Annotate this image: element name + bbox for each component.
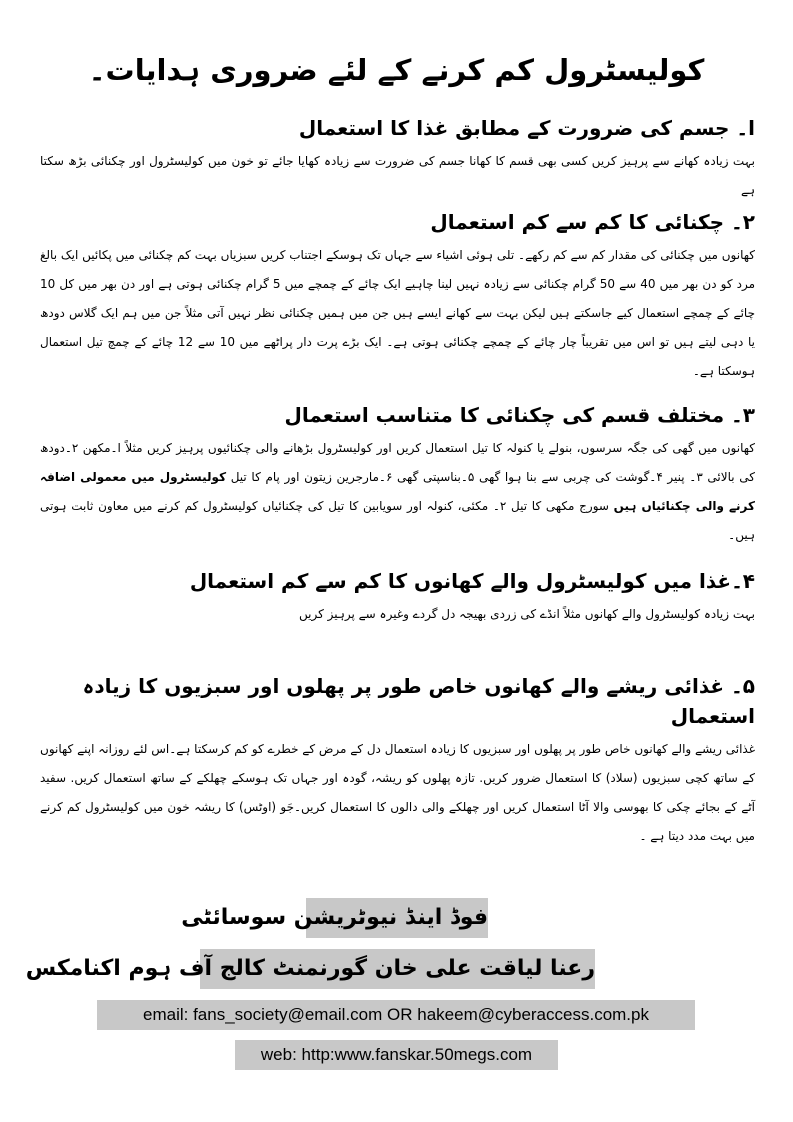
section-3-heading: ۳۔ مختلف قسم کی چکنائی کا متناسب استعمال — [284, 403, 755, 427]
section-3-body-part2: سورج مکھی کا تیل ۲۔ مکئی، کنولہ اور سویابین کا تیل کی چکنائیاں کولیسٹرول کم کرنے میں معاون ثابت ہوتی ہیں۔ — [40, 499, 755, 542]
section-4-body: بہت زیادہ کولیسٹرول والے کھانوں مثلاً انڈے کی زردی بھیجہ دل گردے وغیرہ سے پرہیز کریں — [298, 607, 755, 621]
page-title: کولیسٹرول کم کرنے کے لئے ضروری ہدایات۔ — [88, 53, 705, 87]
society-name-box: فوڈ اینڈ نیوٹریشن سوسائٹی — [306, 898, 488, 938]
section-4-heading: ۴۔غذا میں کولیسٹرول والے کھانوں کا کم سے کم استعمال — [189, 569, 755, 593]
section-4 — [40, 566, 755, 629]
section-5-heading: ۵۔ غذائی ریشے والے کھانوں خاص طور پر پھلوں اور سبزیوں کا زیادہ استعمال — [82, 674, 755, 728]
section-1-heading: ا۔ جسم کی ضرورت کے مطابق غذا کا استعمال — [298, 116, 755, 140]
section-3 — [40, 400, 755, 550]
college-name-box: رعنا لیاقت علی خان گورنمنٹ کالج آف ہوم اکنامکس — [200, 949, 595, 989]
section-5 — [40, 671, 755, 851]
section-2-body: کھانوں میں چکنائی کی مقدار کم سے کم رکھے۔ تلی ہوئی اشیاء سے جہاں تک ہوسکے اجتناب کریں سبزیاں بہت کم چکنائی میں پکائیں ایک بالغ مرد کو دن بھر میں 40 سے 50 گرام چکنائی سے زیادہ نہیں لینا چاہیے ایک چائے کے چمچے میں 5 گرام چکنائی ہوتی ہے اور دن بھر میں کل 10 چائے کے چمچے استعمال کیے جاسکتے ہیں لیکن بہت سے کھانے ایسے ہیں جن میں ہمیں چکنائی نظر نہیں آتی مثلاً جن میں ہم ایک گلاس دودھ یا دہی لیتے ہیں تو اس میں تقریباً چار چائے کے چمچے چکنائی ہوتی ہے۔ ایک بڑے پرت دار پراٹھے میں 10 سے 12 چائے کے چمچ تیل استعمال ہوسکتا ہے۔ — [40, 248, 755, 378]
section-1-body: بہت زیادہ کھانے سے پرہیز کریں کسی بھی قسم کا کھانا جسم کی ضرورت سے زیادہ کھایا جائے تو خون میں کولیسٹرول اور چکنائی بڑھ سکتا ہے — [40, 154, 755, 197]
section-2-heading: ۲۔ چکنائی کا کم سے کم استعمال — [430, 210, 755, 234]
section-3-body-part1: کھانوں میں گھی کی جگہ سرسوں، بنولے یا کنولہ کا تیل استعمال کریں اور کولیسٹرول بڑھانے والی چکنائیوں پرہیز کریں مثلاً ا۔مکھن ۲۔دودھ کی بالائی ۳۔ پنیر ۴۔گوشت کی چربی سے بنا ہوا گھی ۵۔بناسپتی گھی ۶۔مارجرین زیتون اور پام کا تیل — [40, 441, 755, 484]
web-box: web: http:www.fanskar.50megs.com — [235, 1040, 558, 1070]
section-1 — [40, 113, 755, 205]
section-5-body: غذائی ریشے والے کھانوں خاص طور پر پھلوں اور سبزیوں کا زیادہ استعمال دل کے مرض کے خطرے کو کم کرسکتا ہے۔اس لئے روزانہ اپنے کھانوں کے ساتھ کچی سبزیوں (سلاد) کا استعمال ضرور کریں. تازہ پھلوں کو ریشہ، گودہ اور جہاں تک ہوسکے چھلکے کے ساتھ استعمال کریں. سفید آٹے کے بجائے چکی کا بھوسی والا آٹا استعمال کریں اور چھلکے والی دالوں کا استعمال کریں۔جَو (اوٹس) کا ریشہ خون میں کولیسٹرول کم کرنے میں بہت مدد دیتا ہے ۔ — [40, 742, 755, 843]
section-3-body — [40, 434, 755, 550]
email-box: email: fans_society@email.com OR hakeem@cyberaccess.com.pk — [97, 1000, 695, 1030]
section-2 — [40, 207, 755, 386]
section-3-body-bold: کولیسٹرول میں معمولی اضافہ کرنے والی چکنائیاں ہیں — [40, 470, 755, 513]
